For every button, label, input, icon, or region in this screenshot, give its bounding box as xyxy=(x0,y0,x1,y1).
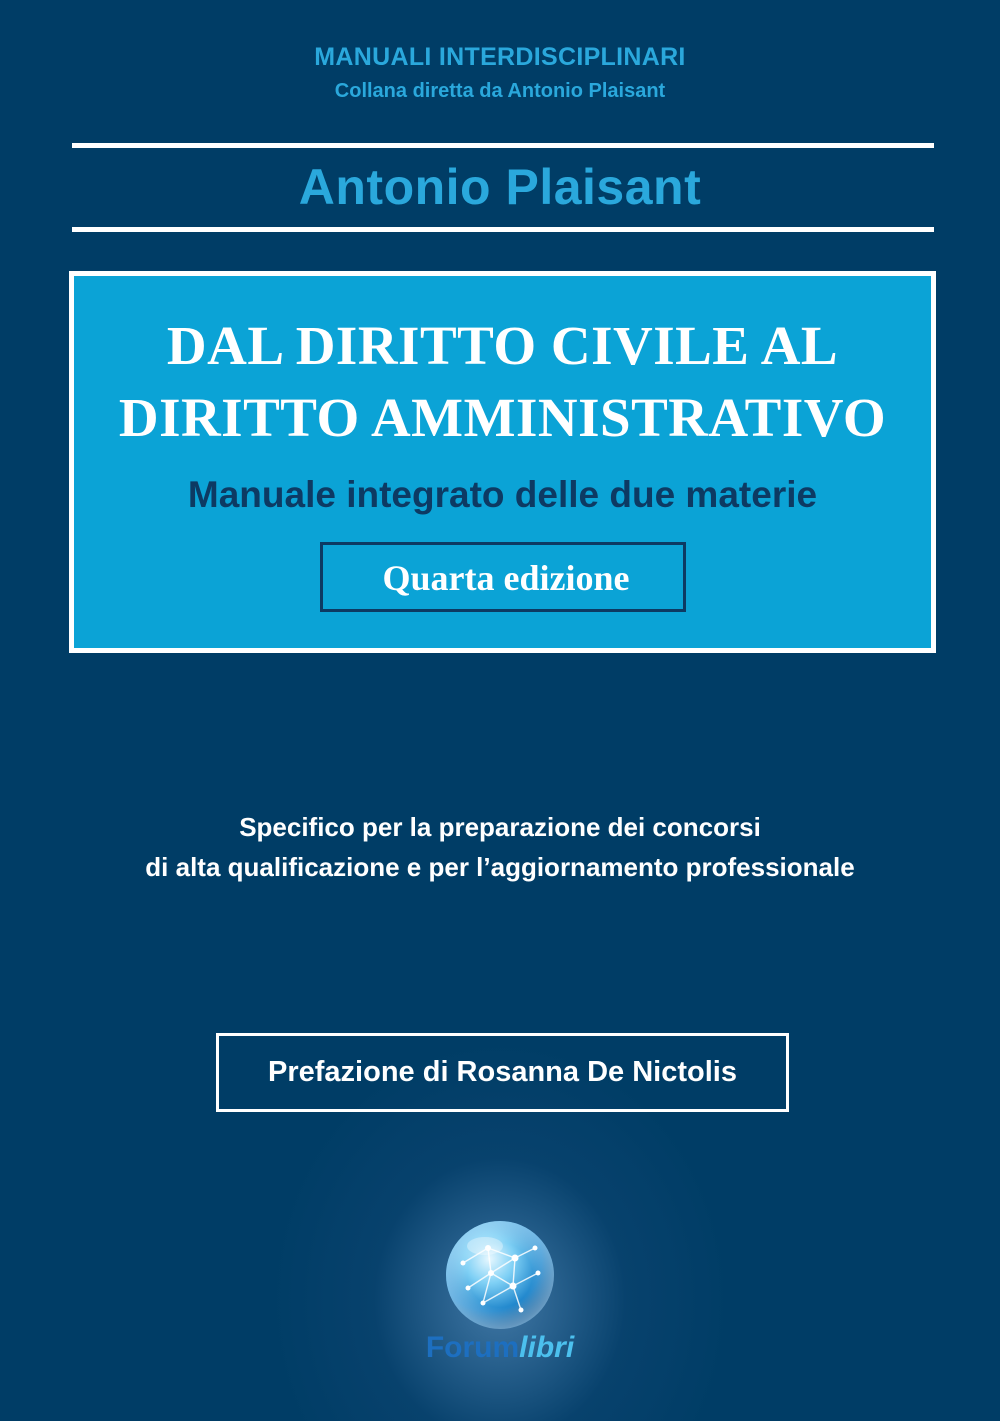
series-editor: Collana diretta da Antonio Plaisant xyxy=(334,80,666,102)
book-title-line-1: DAL DIRITTO CIVILE AL xyxy=(166,315,839,376)
book-title-line-2: DIRITTO AMMINISTRATIVO xyxy=(118,387,887,448)
series-title: MANUALI INTERDISCIPLINARI xyxy=(314,43,686,71)
globe-icon xyxy=(443,1218,557,1332)
edition-label: Quarta edizione xyxy=(382,558,630,598)
divider-bottom xyxy=(72,227,934,232)
preface-label: Prefazione di Rosanna De Nictolis xyxy=(268,1056,737,1088)
publisher-logo-text xyxy=(0,1331,1000,1365)
edition-box xyxy=(320,542,686,612)
divider-top xyxy=(72,143,934,148)
author-name: Antonio Plaisant xyxy=(298,159,702,215)
publisher-name-forum: Forum xyxy=(425,1331,520,1364)
publisher-name-libri: libri xyxy=(519,1331,575,1364)
preface-box xyxy=(216,1033,789,1112)
description-line-2: di alta qualificazione e per l’aggiornamento professionale xyxy=(145,852,855,882)
description-line-1: Specifico per la preparazione dei concorsi xyxy=(239,812,761,842)
book-subtitle: Manuale integrato delle due materie xyxy=(187,474,818,515)
title-box xyxy=(69,271,936,653)
